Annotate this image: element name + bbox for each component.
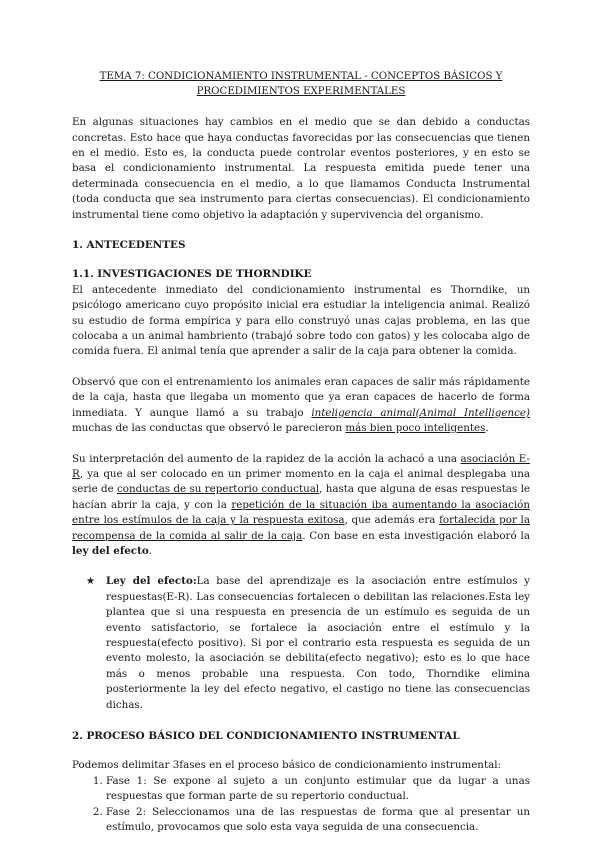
underlined-phrase: más bien poco inteligentes [345,422,486,435]
section-2-intro: Podemos delimitar 3fases en el proceso básico de condicionamiento instrumental: [72,759,501,772]
document-title [72,70,530,99]
underlined-phrase: repetición de la situación iba aumentando la asociación entre los estímulos de la caja y la respuesta exitosa [72,498,531,527]
underlined-phrase: conductas de su repertorio conductual [117,483,320,496]
thorndike-paragraph-1: El antecedente inmediato del condicionamiento instrumental es Thorndike, un psicólogo americano cuyo propósito inicial era estudiar la inteligencia animal. Realizó su estudio de forma empírica y para ello construyó unas cajas problema, en las que colocaba a un animal hambriento (trabajó sobre todo con gatos) y les colocaba algo de comida fuera. El animal tenía que aprender a salir de la caja para obtener la comida. [72,283,530,358]
title-line-2: PROCEDIMIENTOS EXPERIMENTALES [196,85,406,97]
underlined-phrase: fortalecida por la recompensa de la comida al salir de la caja [72,514,530,542]
document-page [72,70,530,835]
intro-paragraph: En algunas situaciones hay cambios en el medio que se dan debido a conductas concretas. Esto hace que haya conductas favorecidas por las consecuencias que tienen en el medio. Esto es, la conducta puede controlar eventos posteriores, y en esto se basa el condicionamiento instrumental. La respuesta emitida puede tener una determinada consecuencia en el medio, a lo que llamamos Conducta Instrumental (toda conducta que sea instrumento para ciertas consecuencias). El condicionamiento instrumental tiene como objetivo la adaptación y supervivencia del organismo. [72,116,530,221]
bold-term: ley del efecto [72,544,149,557]
list-item: 1. Fase 1: Se expone al sujeto a un conjunto estimular que da lugar a unas respuestas que forman parte de su repertorio conductual. [106,774,530,805]
underlined-phrase: asociación E-R [72,452,530,480]
phases-list [72,774,530,836]
thorndike-paragraph-3: Su interpretación del aumento de la rapidez de la acción la achacó a una asociación E-R, ya que al ser colocado en un primer momento en la caja el animal desplegaba una serie de conductas de su repertorio conductual, hasta que alguna de esas respuestas le hacían abrir la caja, y con la repetición de la situación iba aumentando la asociación entre los estímulos de la caja y la respuesta exitosa, que además era fortalecida por la recompensa de la comida al salir de la caja. Con base en esta investigación elaboró la ley del efecto. [72,452,531,557]
title-line-1: TEMA 7: CONDICIONAMIENTO INSTRUMENTAL - CONCEPTOS BÁSICOS Y [99,71,503,82]
section-2-heading: 2. PROCESO BÁSICO DEL CONDICIONAMIENTO INSTRUMENTAL [72,730,460,742]
law-of-effect-bullet [86,574,530,713]
list-item: 2. Fase 2: Seleccionamos una de las respuestas de forma que al presentar un estímulo, provocamos que solo esta vaya seguida de una consecuencia. [106,805,530,836]
thorndike-paragraph-2: Observó que con el entrenamiento los animales eran capaces de salir más rápidamente de la caja, hasta que llegaba un momento que ya eran capaces de hacerlo de forma inmediata. Y aunque llamó a su trabajo inteligencia animal(Animal Intelligence) muchas de las conductas que observó le parecieron más bien poco inteligentes. [72,375,530,435]
underlined-phrase: inteligencia animal(Animal Intelligence) [311,406,530,419]
star-bullet-icon: ★ [86,576,95,588]
section-1-heading: 1. ANTECEDENTES [72,239,186,252]
section-1-1-heading: 1.1. INVESTIGACIONES DE THORNDIKE [72,268,312,281]
law-text: La base del aprendizaje es la asociación entre estímulos y respuestas(E-R). Las consecuencias fortalecen o debilitan las relaciones.Esta ley plantea que si una respuesta en presencia de un estímulo es seguida de un evento satisfactorio, se fortalece la asociación entre el estímulo y la respuesta(efecto positivo). Si por el contrario esta respuesta es seguida de un evento molesto, la asociación se debilita(efecto negativo); esto es lo que hace más o menos probable una respuesta. Con todo, Thorndike elimina posteriormente la ley del efecto negativo, el castigo no tiene las consecuencias dichas. [106,575,530,711]
law-label: Ley del efecto: [106,575,197,588]
